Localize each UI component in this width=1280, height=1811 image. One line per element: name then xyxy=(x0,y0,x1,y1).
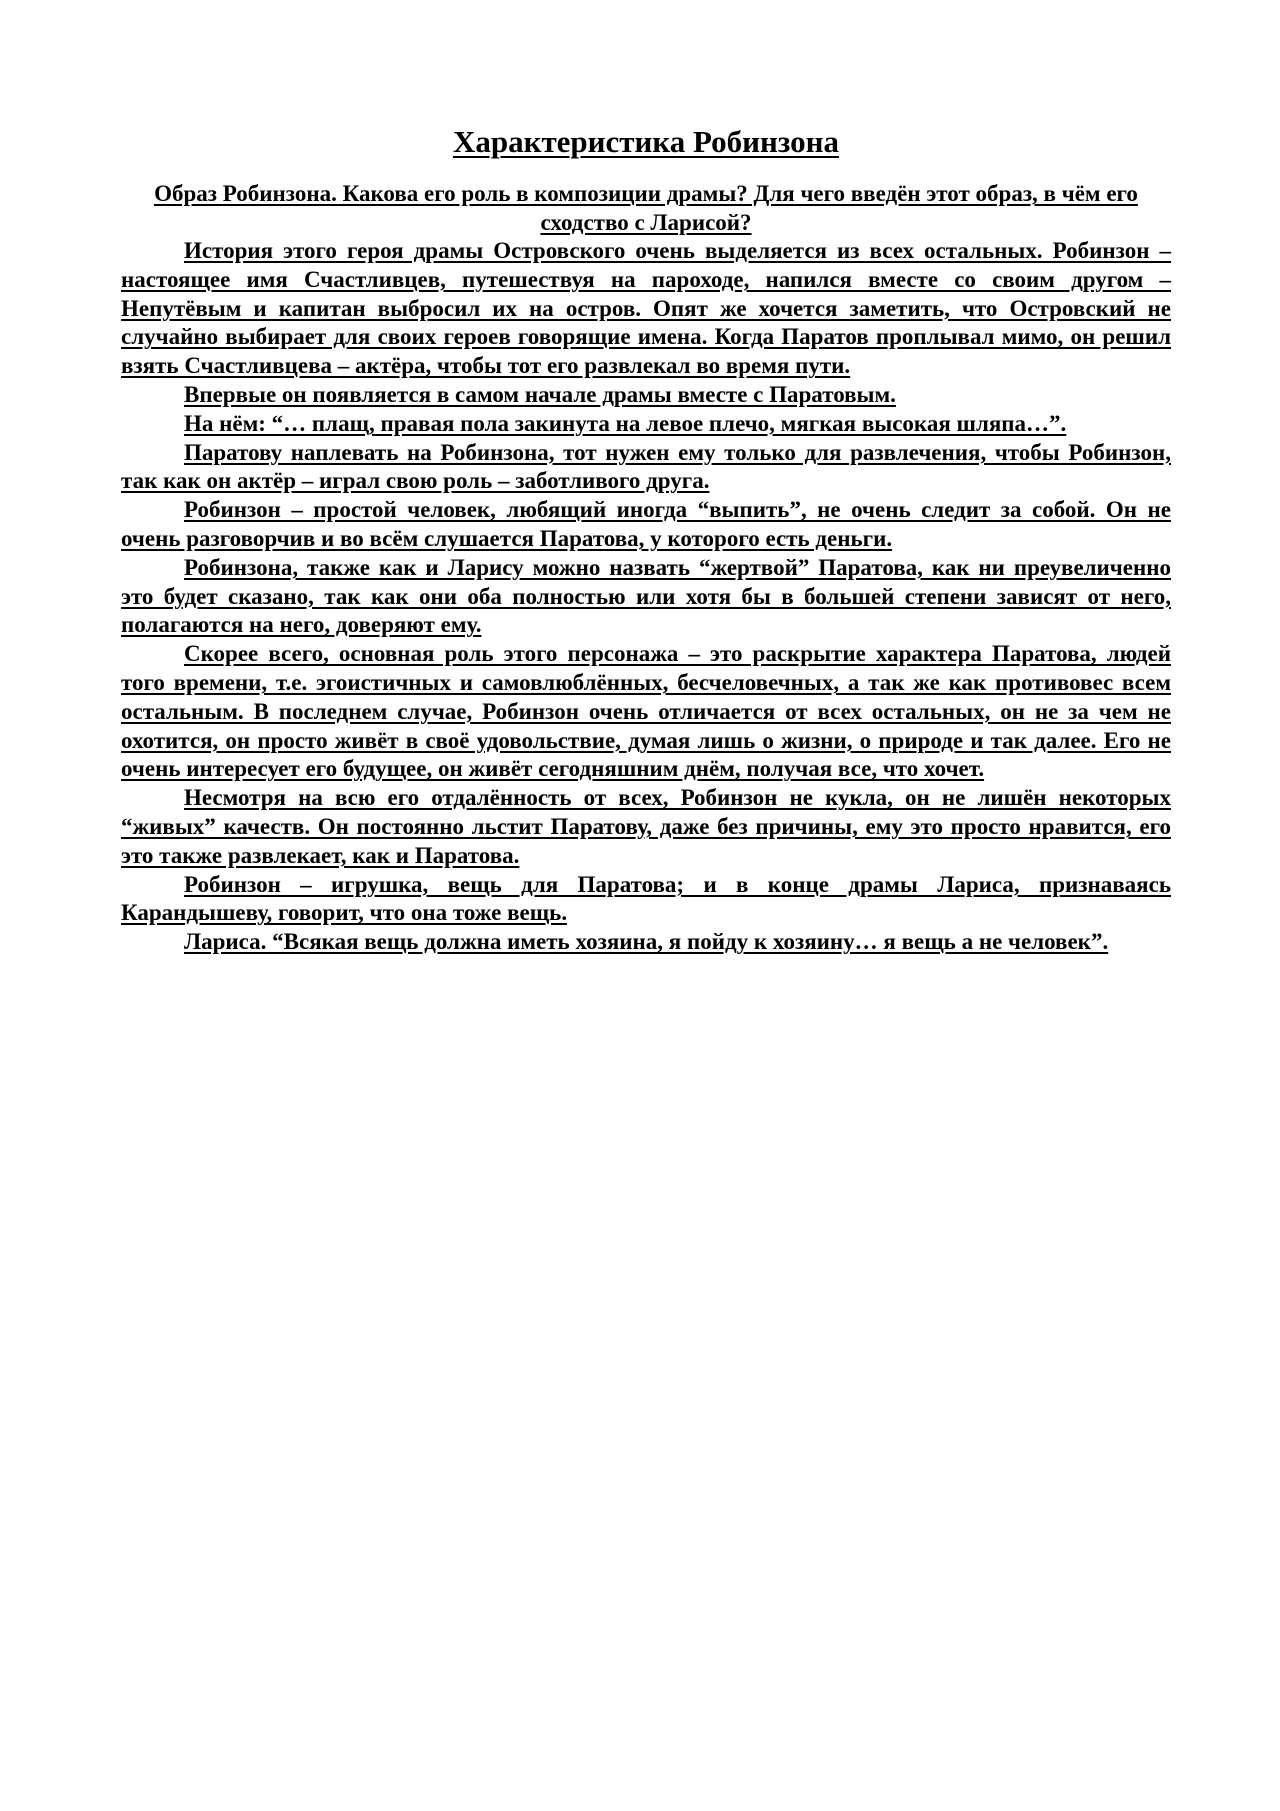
paragraph-10: Лариса. “Всякая вещь должна иметь хозяина, я пойду к хозяину… я вещь а не человек”. xyxy=(184,929,1109,955)
paragraph-9: Робинзон – игрушка, вещь для Паратова; и в конце драмы Лариса, признаваясь Карандышеву, говорит, что она тоже вещь. xyxy=(121,871,1171,926)
paragraph-6: Робинзона, также как и Ларису можно назвать “жертвой” Паратова, как ни преувеличенно это будет сказано, так как они оба полностью или хотя бы в большей степени зависят от него, полагаются на него, доверяют ему. xyxy=(121,554,1171,638)
paragraph-3: На нём: “… плащ, правая пола закинута на левое плечо, мягкая высокая шляпа…”. xyxy=(184,410,1067,436)
paragraph-2: Впервые он появляется в самом начале драмы вместе с Паратовым. xyxy=(184,381,896,407)
document-page xyxy=(121,118,1171,957)
paragraph-5: Робинзон – простой человек, любящий иногда “выпить”, не очень следит за собой. Он не очень разговорчив и во всём слушается Паратова, у которого есть деньги. xyxy=(121,497,1171,551)
paragraph-4: Паратову наплевать на Робинзона, тот нужен ему только для развлечения, чтобы Робинзон, так как он актёр – играл свою роль – заботливого друга. xyxy=(121,439,1171,494)
paragraph-8: Несмотря на всю его отдалённость от всех, Робинзон не кукла, он не лишён некоторых “живых” качеств. Он постоянно льстит Паратову, даже без причины, ему это просто нравится, его это также развлекает, как и Паратова. xyxy=(121,785,1171,868)
paragraph-7: Скорее всего, основная роль этого персонажа – это раскрытие характера Паратова, людей того времени, т.е. эгоистичных и самовлюблённых, бесчеловечных, а так же как противовес всем остальным. В последнем случае, Робинзон очень отличается от всех остальных, он не за чем не охотится, он просто живёт в своё удовольствие, думая лишь о жизни, о природе и так далее. Его не очень интересует его будущее, он живёт сегодняшним днём, получая все, что хочет. xyxy=(121,641,1171,782)
document-subtitle: Образ Робинзона. Какова его роль в композиции драмы? Для чего введён этот образ, в чём его сходство с Ларисой? xyxy=(154,181,1138,235)
paragraph-1: История этого героя драмы Островского очень выделяется из всех остальных. Робинзон – настоящее имя Счастливцев, путешествуя на пароходе, напился вместе со своим другом – Непутёвым и капитан выбросил их на остров. Опят же хочется заметить, что Островский не случайно выбирает для своих героев говорящие имена. Когда Паратов проплывал мимо, он решил взять Счастливцева – актёра, чтобы тот его развлекал во время пути. xyxy=(121,238,1171,379)
document-title: Характеристика Робинзона xyxy=(452,124,840,159)
